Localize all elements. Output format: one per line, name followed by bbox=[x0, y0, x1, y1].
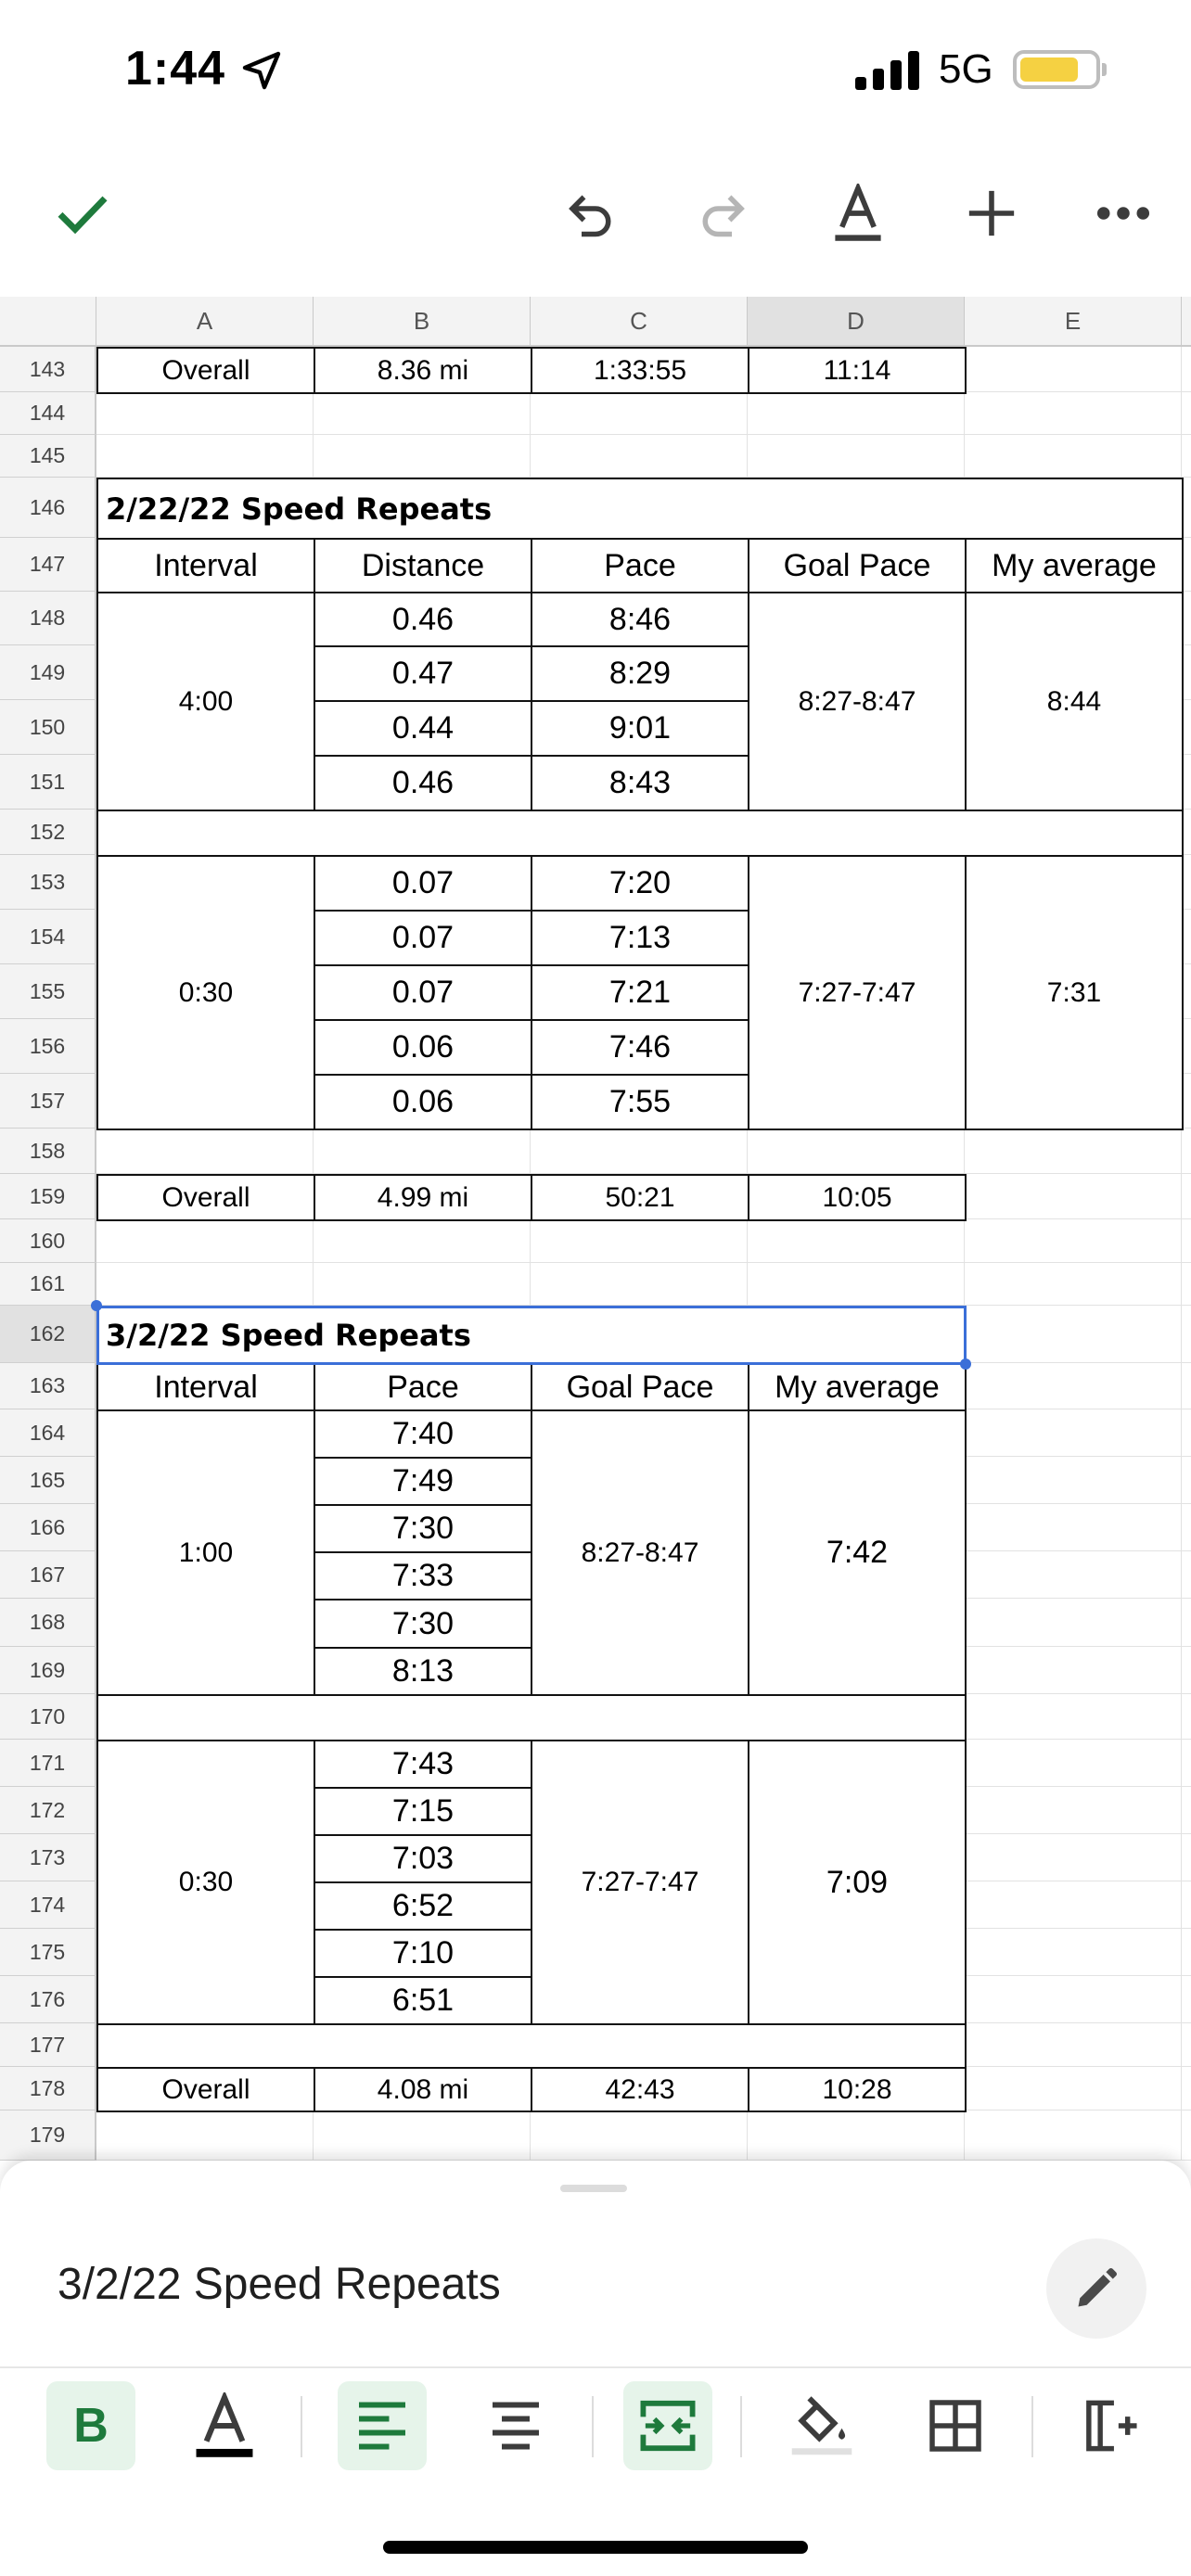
column-label[interactable]: Goal Pace bbox=[531, 1363, 749, 1411]
row-header[interactable]: 144 bbox=[0, 392, 96, 435]
row-header[interactable]: 170 bbox=[0, 1694, 96, 1740]
goal-pace-cell[interactable]: 8:27-8:47 bbox=[748, 592, 967, 811]
goal-pace-cell[interactable]: 8:27-8:47 bbox=[531, 1409, 749, 1696]
overall-pace[interactable]: 11:14 bbox=[748, 347, 967, 394]
align-left-icon bbox=[354, 2400, 410, 2452]
format-separator bbox=[301, 2396, 302, 2457]
overall-time[interactable]: 42:43 bbox=[531, 2067, 749, 2112]
format-separator bbox=[592, 2396, 594, 2457]
pace-cell[interactable]: 7:46 bbox=[531, 1019, 749, 1076]
pace-cell[interactable]: 8:29 bbox=[531, 645, 749, 702]
network-type: 5G bbox=[939, 46, 993, 92]
row-gridline bbox=[96, 1262, 1191, 1263]
distance-cell[interactable]: 0.44 bbox=[314, 700, 532, 757]
column-label[interactable]: Interval bbox=[96, 1363, 315, 1411]
column-header-a[interactable]: A bbox=[96, 297, 314, 347]
row-header[interactable]: 173 bbox=[0, 1834, 96, 1881]
overall-label[interactable]: Overall bbox=[96, 2067, 315, 2112]
row-header[interactable]: 169 bbox=[0, 1647, 96, 1694]
column-header-b[interactable]: B bbox=[314, 297, 531, 347]
row-header[interactable]: 165 bbox=[0, 1457, 96, 1504]
row-header[interactable]: 147 bbox=[0, 538, 96, 592]
overall-time[interactable]: 1:33:55 bbox=[531, 347, 749, 394]
overall-time[interactable]: 50:21 bbox=[531, 1174, 749, 1221]
add-icon[interactable] bbox=[950, 172, 1033, 255]
row-header[interactable]: 168 bbox=[0, 1599, 96, 1647]
edit-cell-button[interactable] bbox=[1046, 2238, 1146, 2339]
selection-handle-end[interactable] bbox=[960, 1358, 971, 1370]
insert-column-icon bbox=[1080, 2397, 1139, 2455]
fill-color-icon bbox=[789, 2393, 854, 2458]
row-header[interactable]: 166 bbox=[0, 1504, 96, 1551]
row-header[interactable]: 153 bbox=[0, 855, 96, 910]
more-options-icon[interactable] bbox=[1082, 172, 1165, 255]
status-time: 1:44 bbox=[125, 42, 226, 96]
row-header[interactable]: 157 bbox=[0, 1074, 96, 1129]
overall-label[interactable]: Overall bbox=[96, 1174, 315, 1221]
column-header-e[interactable]: E bbox=[965, 297, 1182, 347]
pace-cell[interactable]: 7:03 bbox=[314, 1834, 532, 1883]
vertical-align-button[interactable] bbox=[471, 2381, 560, 2470]
row-header[interactable]: 156 bbox=[0, 1019, 96, 1074]
row-header[interactable]: 143 bbox=[0, 347, 96, 392]
goal-pace-cell[interactable]: 7:27-7:47 bbox=[531, 1740, 749, 2025]
text-format-icon[interactable] bbox=[816, 172, 900, 255]
interval-cell[interactable]: 0:30 bbox=[96, 855, 315, 1130]
pace-cell[interactable]: 7:15 bbox=[314, 1787, 532, 1836]
merge-cells-button[interactable] bbox=[623, 2381, 712, 2470]
pace-cell[interactable]: 8:13 bbox=[314, 1647, 532, 1696]
column-label[interactable]: Pace bbox=[531, 538, 749, 593]
row-header[interactable]: 149 bbox=[0, 645, 96, 700]
goal-pace-cell[interactable]: 7:27-7:47 bbox=[748, 855, 967, 1130]
distance-cell[interactable]: 0.06 bbox=[314, 1019, 532, 1076]
row-header[interactable]: 145 bbox=[0, 435, 96, 478]
spacer-row[interactable] bbox=[96, 810, 1184, 857]
cell-value-text[interactable]: 3/2/22 Speed Repeats bbox=[58, 2260, 501, 2309]
row-header[interactable]: 150 bbox=[0, 700, 96, 755]
row-header[interactable]: 176 bbox=[0, 1976, 96, 2023]
row-header[interactable]: 161 bbox=[0, 1263, 96, 1306]
average-cell[interactable]: 7:42 bbox=[748, 1409, 967, 1696]
row-header[interactable]: 154 bbox=[0, 910, 96, 964]
average-cell[interactable]: 7:31 bbox=[965, 855, 1184, 1130]
pace-cell[interactable]: 7:43 bbox=[314, 1740, 532, 1789]
format-bar-divider bbox=[0, 2366, 1191, 2368]
distance-cell[interactable]: 0.06 bbox=[314, 1074, 532, 1130]
column-label[interactable]: My average bbox=[965, 538, 1184, 593]
pace-cell[interactable]: 7:13 bbox=[531, 910, 749, 966]
bold-icon: B bbox=[73, 2399, 109, 2453]
format-separator bbox=[740, 2396, 742, 2457]
pace-cell[interactable]: 7:33 bbox=[314, 1551, 532, 1600]
pace-cell[interactable]: 7:21 bbox=[531, 964, 749, 1021]
average-cell[interactable]: 7:09 bbox=[748, 1740, 967, 2025]
row-gridline bbox=[96, 434, 1191, 435]
block-title[interactable]: 2/22/22 Speed Repeats bbox=[96, 478, 1184, 540]
distance-cell[interactable]: 0.07 bbox=[314, 910, 532, 966]
distance-cell[interactable]: 0.46 bbox=[314, 592, 532, 647]
row-header[interactable]: 178 bbox=[0, 2067, 96, 2111]
row-header[interactable]: 146 bbox=[0, 478, 96, 538]
overall-pace[interactable]: 10:28 bbox=[748, 2067, 967, 2112]
redo-icon[interactable] bbox=[681, 172, 764, 255]
pace-cell[interactable]: 7:40 bbox=[314, 1409, 532, 1459]
row-header[interactable]: 163 bbox=[0, 1363, 96, 1409]
spacer-row[interactable] bbox=[96, 1694, 967, 1741]
battery-tip bbox=[1102, 63, 1107, 76]
row-header[interactable]: 171 bbox=[0, 1740, 96, 1787]
panel-drag-handle[interactable] bbox=[560, 2185, 627, 2192]
location-arrow-icon bbox=[239, 48, 284, 93]
format-separator bbox=[1031, 2396, 1033, 2457]
row-header[interactable]: 177 bbox=[0, 2023, 96, 2067]
column-header-c[interactable]: C bbox=[531, 297, 748, 347]
distance-cell[interactable]: 0.46 bbox=[314, 755, 532, 811]
pace-cell[interactable]: 7:20 bbox=[531, 855, 749, 912]
borders-button[interactable] bbox=[911, 2381, 1000, 2470]
row-header[interactable]: 167 bbox=[0, 1551, 96, 1599]
row-header[interactable]: 162 bbox=[0, 1306, 96, 1363]
row-header[interactable]: 155 bbox=[0, 964, 96, 1019]
column-label[interactable]: Pace bbox=[314, 1363, 532, 1411]
overall-distance[interactable]: 4.08 mi bbox=[314, 2067, 532, 2112]
pace-cell[interactable]: 7:55 bbox=[531, 1074, 749, 1130]
row-header[interactable]: 174 bbox=[0, 1881, 96, 1929]
pace-cell[interactable]: 8:43 bbox=[531, 755, 749, 811]
home-indicator[interactable] bbox=[383, 2541, 808, 2554]
selection-handle-start[interactable] bbox=[91, 1300, 102, 1311]
row-header[interactable]: 151 bbox=[0, 755, 96, 810]
undo-icon[interactable] bbox=[549, 172, 633, 255]
align-center-icon bbox=[488, 2400, 544, 2452]
overall-pace[interactable]: 10:05 bbox=[748, 1174, 967, 1221]
column-label[interactable]: Interval bbox=[96, 538, 315, 593]
pace-cell[interactable]: 6:51 bbox=[314, 1976, 532, 2025]
overall-distance[interactable]: 8.36 mi bbox=[314, 347, 532, 394]
column-label[interactable]: Goal Pace bbox=[748, 538, 967, 593]
column-header-f[interactable] bbox=[1182, 297, 1191, 347]
corner-header[interactable] bbox=[0, 297, 96, 347]
battery-icon bbox=[1013, 50, 1100, 89]
row-header[interactable]: 160 bbox=[0, 1219, 96, 1263]
merge-cells-icon bbox=[638, 2399, 698, 2453]
borders-icon bbox=[928, 2398, 983, 2454]
row-header[interactable]: 152 bbox=[0, 810, 96, 855]
overall-distance[interactable]: 4.99 mi bbox=[314, 1174, 532, 1221]
row-header[interactable]: 148 bbox=[0, 592, 96, 645]
fill-color-button[interactable] bbox=[777, 2381, 866, 2470]
text-color-button[interactable] bbox=[180, 2381, 269, 2470]
spacer-row[interactable] bbox=[96, 2023, 967, 2069]
cell-editor-panel bbox=[0, 2161, 1191, 2576]
insert-column-button[interactable] bbox=[1065, 2381, 1154, 2470]
align-left-button[interactable] bbox=[338, 2381, 427, 2470]
interval-cell[interactable]: 4:00 bbox=[96, 592, 315, 811]
pace-cell[interactable]: 7:30 bbox=[314, 1504, 532, 1553]
row-header[interactable]: 164 bbox=[0, 1409, 96, 1457]
column-header-d[interactable]: D bbox=[748, 297, 965, 347]
row-header[interactable]: 175 bbox=[0, 1929, 96, 1976]
average-cell[interactable]: 8:44 bbox=[965, 592, 1184, 811]
pace-cell[interactable]: 7:10 bbox=[314, 1929, 532, 1978]
block-title[interactable]: 3/2/22 Speed Repeats bbox=[96, 1306, 967, 1365]
pace-cell[interactable]: 7:49 bbox=[314, 1457, 532, 1506]
overall-label[interactable]: Overall bbox=[96, 347, 315, 394]
text-color-icon bbox=[192, 2392, 257, 2459]
done-check-icon[interactable] bbox=[41, 172, 124, 255]
pace-cell[interactable]: 7:30 bbox=[314, 1599, 532, 1649]
pace-cell[interactable]: 8:46 bbox=[531, 592, 749, 647]
distance-cell[interactable]: 0.47 bbox=[314, 645, 532, 702]
spreadsheet-grid[interactable] bbox=[0, 297, 1191, 2161]
bold-button[interactable] bbox=[46, 2381, 135, 2470]
signal-icon bbox=[855, 51, 920, 90]
interval-cell[interactable]: 0:30 bbox=[96, 1740, 315, 2025]
row-header[interactable]: 179 bbox=[0, 2111, 96, 2161]
pace-cell[interactable]: 9:01 bbox=[531, 700, 749, 757]
row-header[interactable]: 159 bbox=[0, 1174, 96, 1219]
row-header[interactable]: 172 bbox=[0, 1787, 96, 1834]
interval-cell[interactable]: 1:00 bbox=[96, 1409, 315, 1696]
column-label[interactable]: My average bbox=[748, 1363, 967, 1411]
pace-cell[interactable]: 6:52 bbox=[314, 1881, 532, 1931]
column-label[interactable]: Distance bbox=[314, 538, 532, 593]
pencil-icon bbox=[1072, 2264, 1121, 2313]
distance-cell[interactable]: 0.07 bbox=[314, 855, 532, 912]
distance-cell[interactable]: 0.07 bbox=[314, 964, 532, 1021]
row-header[interactable]: 158 bbox=[0, 1129, 96, 1174]
